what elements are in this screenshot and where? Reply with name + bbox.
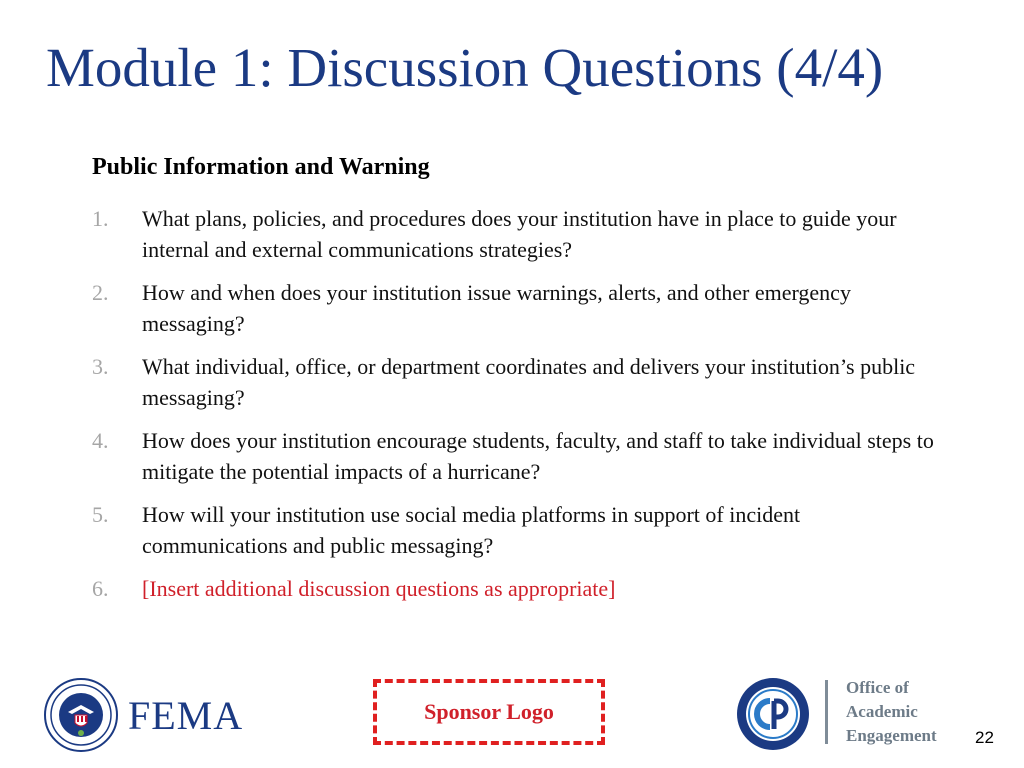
question-number: 5. — [92, 502, 109, 527]
question-number: 3. — [92, 354, 109, 379]
sponsor-logo-label: Sponsor Logo — [424, 699, 554, 724]
list-item — [92, 203, 942, 265]
list-item — [92, 499, 942, 561]
list-item — [92, 425, 942, 487]
question-text: What plans, policies, and procedures does your institution have in place to guide your internal and external communications strategies? — [142, 206, 897, 262]
question-text: What individual, office, or department coordinates and delivers your institution’s public messaging? — [142, 354, 916, 410]
fema-wordmark: FEMA — [128, 693, 244, 738]
question-list — [92, 203, 942, 616]
list-item — [92, 351, 942, 413]
question-number: 2. — [92, 280, 109, 305]
question-text: How does your institution encourage students, faculty, and staff to take individual steps to mitigate the potential impacts of a hurricane? — [142, 428, 934, 484]
section-subtitle: Public Information and Warning — [92, 154, 430, 180]
list-item — [92, 277, 942, 339]
dhs-seal-icon — [44, 678, 118, 752]
list-item — [92, 573, 942, 604]
logo-divider — [825, 680, 828, 744]
office-of-academic-engagement-label: Office of Academic Engagement — [846, 678, 937, 745]
slide-footer — [0, 660, 1024, 768]
sponsor-logo-placeholder — [373, 679, 605, 745]
question-text: How will your institution use social media platforms in support of incident communications and public messaging? — [142, 502, 801, 558]
campus-resilience-logo-icon — [736, 677, 810, 751]
question-text: How and when does your institution issue warnings, alerts, and other emergency messaging? — [142, 280, 851, 336]
question-number: 6. — [92, 576, 109, 601]
question-number: 4. — [92, 428, 109, 453]
placeholder-question-text: [Insert additional discussion questions as appropriate] — [142, 576, 616, 601]
question-number: 1. — [92, 206, 109, 231]
page-number: 22 — [975, 728, 994, 747]
slide-title: Module 1: Discussion Questions (4/4) — [46, 37, 884, 98]
